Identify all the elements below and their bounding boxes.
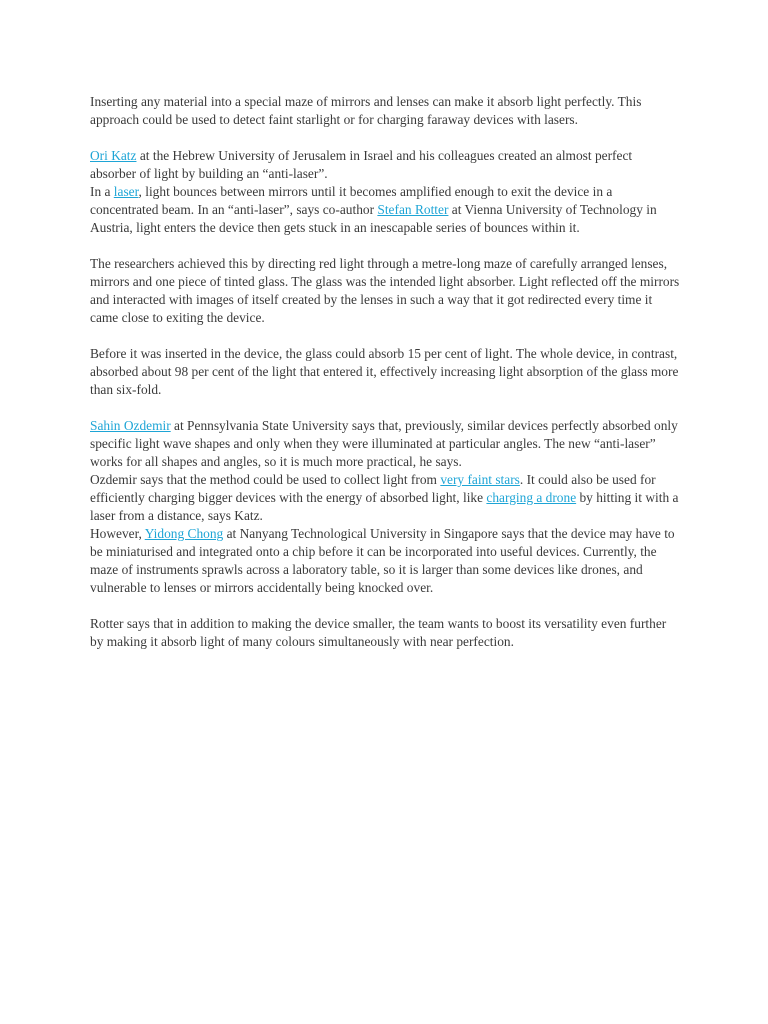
link-yidong-chong[interactable]: Yidong Chong xyxy=(144,526,224,541)
paragraph-chong xyxy=(90,525,680,597)
paragraph-text: by hitting it with a laser from a distance, says Katz. xyxy=(90,490,679,523)
paragraph-text: Ozdemir says that the method could be used to collect light from xyxy=(90,472,441,487)
link-ori-katz[interactable]: Ori Katz xyxy=(90,148,137,163)
paragraph-text: In a xyxy=(90,184,114,199)
link-very-faint-stars[interactable]: very faint stars xyxy=(440,472,520,487)
paragraph-text: Inserting any material into a special maze of mirrors and lenses can make it absorb light perfectly. This approach could be used to detect faint starlight or for charging faraway devices with lasers. xyxy=(90,94,642,127)
paragraph-text: at the Hebrew University of Jerusalem in Israel and his colleagues created an almost perfect absorber of light by building an “anti-laser”. xyxy=(90,148,633,181)
link-stefan-rotter[interactable]: Stefan Rotter xyxy=(377,202,449,217)
paragraph-future xyxy=(90,615,680,651)
link-laser[interactable]: laser xyxy=(113,184,139,199)
paragraph-text: The researchers achieved this by directing red light through a metre-long maze of carefully arranged lenses, mirrors and one piece of tinted glass. The glass was the intended light absorber. Light reflected off the mirrors and interacted with images of itself created by the lenses in such a way that it got redirected every time it came close to exiting the device. xyxy=(90,256,680,325)
paragraph-method xyxy=(90,255,680,327)
paragraph-intro xyxy=(90,93,680,129)
paragraph-katz xyxy=(90,147,680,183)
paragraph-text: at Vienna University of Technology in Austria, light enters the device then gets stuck in an inescapable series of bounces within it. xyxy=(90,202,657,235)
paragraph-text: However, xyxy=(90,526,145,541)
paragraph-applications xyxy=(90,471,680,525)
paragraph-text: at Pennsylvania State University says that, previously, similar devices perfectly absorbed only specific light wave shapes and only when they were illuminated at particular angles. The new “anti-laser” works for all shapes and angles, so it is much more practical, he says. xyxy=(90,418,678,469)
paragraph-text: , light bounces between mirrors until it becomes amplified enough to exit the device in a concentrated beam. In an “anti-laser”, says co-author xyxy=(90,184,613,217)
paragraph-text: . It could also be used for efficiently charging bigger devices with the energy of absorbed light, like xyxy=(90,472,656,505)
paragraph-ozdemir xyxy=(90,417,680,471)
paragraph-text: Before it was inserted in the device, the glass could absorb 15 per cent of light. The whole device, in contrast, absorbed about 98 per cent of the light that entered it, effectively increasing light absorption of the glass more than six-fold. xyxy=(90,346,679,397)
paragraph-absorption xyxy=(90,345,680,399)
link-sahin-ozdemir[interactable]: Sahin Ozdemir xyxy=(90,418,171,433)
paragraph-laser xyxy=(90,183,680,237)
document-page xyxy=(90,93,680,669)
paragraph-text: at Nanyang Technological University in Singapore says that the device may have to be miniaturised and integrated onto a chip before it can be incorporated into useful devices. Currently, the maze of instruments sprawls across a laboratory table, so it is larger than some devices like drones, and vulnerable to lenses or mirrors accidentally being knocked over. xyxy=(90,526,675,595)
paragraph-text: Rotter says that in addition to making the device smaller, the team wants to boost its versatility even further by making it absorb light of many colours simultaneously with near perfection. xyxy=(90,616,667,649)
link-charging-a-drone[interactable]: charging a drone xyxy=(486,490,577,505)
